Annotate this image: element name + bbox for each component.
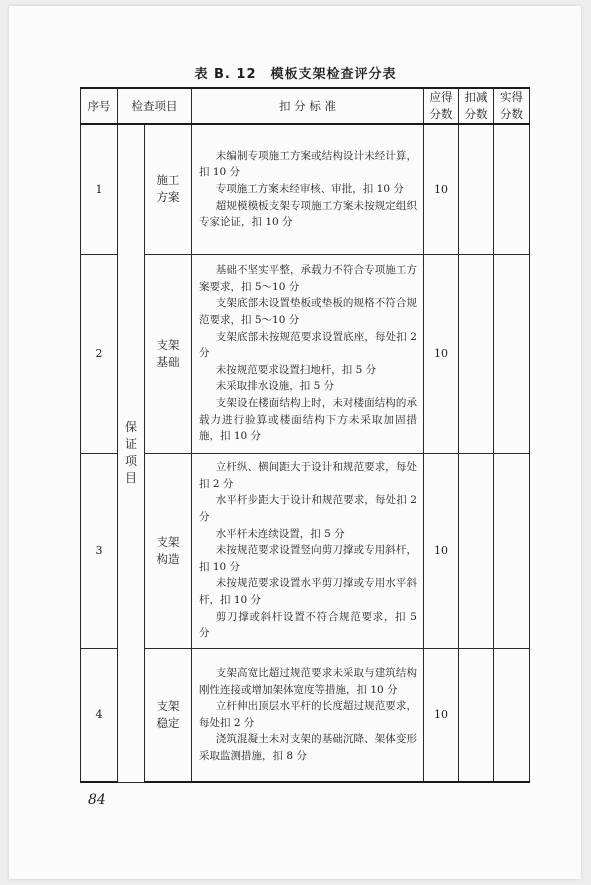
standard-line: 立杆纵、横间距大于设计和规范要求，每处扣 2 分 [199, 461, 417, 490]
row-standard [192, 124, 424, 254]
standard-line: 剪刀撑或斜杆设置不符合规范要求，扣 5 分 [199, 610, 417, 640]
standard-line: 支架高宽比超过规范要求未采取与建筑结构刚性连接或增加架体宽度等措施，扣 10 分 [199, 666, 417, 696]
standard-line: 未按规范要求设置竖向剪刀撑或专用斜杆，扣 10 分 [199, 544, 417, 573]
header-item: 检查项目 [118, 88, 192, 124]
group-label-guarantee-items [118, 124, 145, 782]
row-item-line1: 支架 [156, 534, 180, 549]
table-row [81, 648, 530, 782]
row-standard [192, 453, 424, 648]
row-item-line2: 方案 [156, 190, 180, 205]
standard-line: 超规模模板支架专项施工方案未按规定组织专家论证，扣 10 分 [199, 199, 417, 229]
standard-line: 专项施工方案未经审核、审批，扣 10 分 [215, 182, 404, 195]
row-actual-score-cell[interactable] [494, 254, 530, 453]
header-standard: 扣 分 标 准 [192, 88, 424, 124]
row-due-score: 10 [424, 254, 459, 453]
group-label-char: 项 [124, 454, 137, 469]
header-row [81, 88, 530, 124]
header-actual-line1: 实得 [500, 90, 523, 104]
row-deduct-score-cell[interactable] [459, 124, 494, 254]
group-label-char: 保 [124, 420, 137, 435]
standard-line: 未按规范要求设置水平剪刀撑或专用水平斜杆，扣 10 分 [199, 577, 417, 606]
table-row [81, 453, 530, 648]
page-number: 84 [88, 792, 106, 808]
standard-line: 未采取排水设施，扣 5 分 [215, 380, 335, 393]
header-due-line2: 分数 [429, 107, 453, 121]
row-actual-score-cell[interactable] [494, 124, 530, 254]
row-due-score: 10 [424, 453, 459, 648]
row-item-name [145, 648, 192, 782]
row-item-line1: 支架 [156, 337, 180, 352]
row-deduct-score-cell[interactable] [459, 453, 494, 648]
row-item-line1: 施工 [156, 173, 180, 188]
header-due-line1: 应得 [429, 90, 453, 104]
row-due-score: 10 [424, 124, 459, 254]
standard-line: 支架设在楼面结构上时，未对楼面结构的承载力进行验算或楼面结构下方未采取加固措施，扣 10 分 [199, 396, 417, 443]
table-row [81, 124, 530, 254]
row-seq: 2 [81, 254, 118, 453]
row-item-line2: 构造 [156, 551, 180, 566]
row-item-name [145, 124, 192, 254]
row-item-name [145, 453, 192, 648]
row-deduct-score-cell[interactable] [459, 648, 494, 782]
row-item-line2: 稳定 [156, 715, 180, 730]
row-standard [192, 254, 424, 453]
standard-line: 基础不坚实平整，承载力不符合专项施工方案要求，扣 5～10 分 [199, 264, 417, 293]
standard-line: 未按规范要求设置扫地杆，扣 5 分 [215, 363, 377, 376]
row-due-score: 10 [424, 648, 459, 782]
row-seq: 4 [81, 648, 118, 782]
row-item-name [145, 254, 192, 453]
group-label-char: 目 [124, 471, 137, 486]
row-actual-score-cell[interactable] [494, 648, 530, 782]
standard-line: 未编制专项施工方案或结构设计未经计算，扣 10 分 [199, 149, 417, 179]
group-label-char: 证 [124, 437, 137, 452]
table-title: 表 B. 12 模板支架检查评分表 [194, 67, 397, 82]
header-seq: 序号 [81, 88, 118, 124]
header-deduct-score [459, 88, 494, 124]
header-due-score [424, 88, 459, 124]
standard-line: 立杆伸出顶层水平杆的长度超过规范要求，每处扣 2 分 [199, 700, 417, 729]
standard-line: 浇筑混凝土未对支架的基础沉降、架体变形采取监测措施，扣 8 分 [199, 733, 417, 762]
row-item-line1: 支架 [156, 698, 180, 713]
standard-line: 支架底部未按规范要求设置底座，每处扣 2 分 [199, 330, 417, 360]
header-deduct-line1: 扣减 [464, 90, 488, 104]
header-actual-score [494, 88, 530, 124]
header-actual-line2: 分数 [500, 107, 523, 121]
standard-line: 水平杆步距大于设计和规范要求，每处扣 2 分 [199, 494, 417, 524]
row-seq: 1 [81, 124, 118, 254]
row-deduct-score-cell[interactable] [459, 254, 494, 453]
inspection-score-table [80, 87, 530, 783]
row-actual-score-cell[interactable] [494, 453, 530, 648]
row-seq: 3 [81, 453, 118, 648]
header-deduct-line2: 分数 [464, 107, 488, 121]
table-row [81, 254, 530, 453]
row-item-line2: 基础 [156, 354, 180, 369]
row-standard [192, 648, 424, 782]
standard-line: 水平杆未连续设置，扣 5 分 [215, 527, 345, 540]
standard-line: 支架底部未设置垫板或垫板的规格不符合规范要求，扣 5～10 分 [199, 297, 417, 327]
